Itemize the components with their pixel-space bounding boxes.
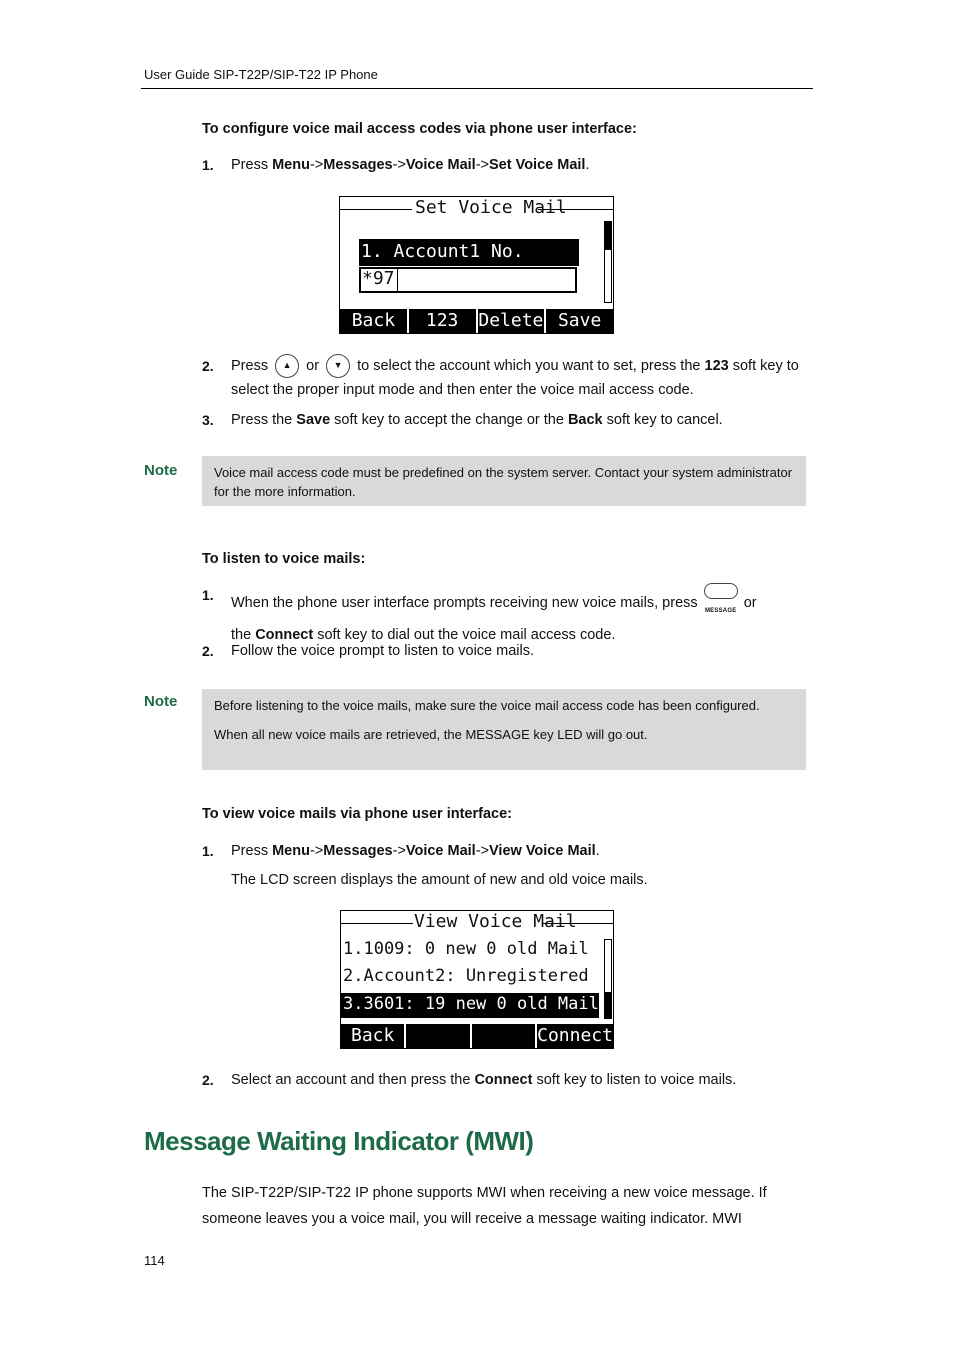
softkey-save: Save [557,310,602,331]
lcd-view-voice-mail [340,910,614,1049]
message-key-icon: MESSAGE [704,583,738,623]
softkey-back: Back [341,1024,406,1048]
section-title-mwi: Message Waiting Indicator (MWI) [144,1126,534,1156]
softkey-empty [406,1024,471,1048]
section-heading-view: To view voice mails via phone user interface: [202,806,512,822]
step-2-listen: 2. Follow the voice prompt to listen to voice mails. [202,643,535,659]
lcd-scrollbar [604,221,612,303]
lcd-row-selected: 3.3601: 19 new 0 old Mail [343,994,599,1014]
lcd-row: 1.1009: 0 new 0 old Mail [343,939,589,959]
note-box [202,689,806,770]
note-line: When all new voice mails are retrieved, the MESSAGE key LED will go out. [214,727,648,742]
note-label: Note [144,693,178,710]
up-arrow-key-icon: ▲ [275,354,299,378]
down-arrow-key-icon: ▼ [326,354,350,378]
softkey-123: 123 [409,309,478,333]
lcd-field-label: 1. Account1 No. [361,241,524,262]
lcd-softkeys [340,309,613,333]
step-3-configure: 3. Press the Save soft key to accept the change or the Back soft key to cancel. [202,412,723,428]
lcd-field-value: *97 [362,268,395,289]
softkey-empty [472,1024,537,1048]
step-2-view: 2. Select an account and then press the Connect soft key to listen to voice mails. [202,1072,737,1088]
header-rule [141,88,813,89]
lcd-title: View Voice Mail [414,911,577,932]
softkey-connect: Connect [537,1025,613,1046]
step-1-view: 1. Press Menu->Messages->Voice Mail->View Voice Mail. The LCD screen displays the amount of new and old voice mails. [202,843,648,888]
section-heading-listen: To listen to voice mails: [202,551,366,567]
lcd-set-voice-mail [339,196,614,334]
softkey-delete: Delete [478,309,547,333]
mwi-paragraph: The SIP-T22P/SIP-T22 IP phone supports MWI when receiving a new voice message. If someone leaves you a voice mail, you will receive a message waiting indicator. MWI [202,1185,767,1227]
lcd-title: Set Voice Mail [415,197,567,218]
section-heading-configure: To configure voice mail access codes via phone user interface: [202,121,637,137]
step-1-configure: 1. Press Menu->Messages->Voice Mail->Set Voice Mail. [202,157,590,173]
lcd-scrollbar [604,939,612,1019]
step-1-listen: 1. When the phone user interface prompts receiving new voice mails, press MESSAGE or the Connect soft key to dial out the voice mail access code. [0,583,954,633]
step-2-configure: 2. Press ▲ or ▼ to select the account which you want to set, press the 123 soft key to select the proper input mode and then enter the voice mail access code. [0,354,954,404]
lcd-softkeys [341,1024,613,1048]
text-cursor [397,269,398,291]
note-line: Before listening to the voice mails, make sure the voice mail access code has been configured. [214,698,760,713]
softkey-back: Back [340,309,409,333]
note-label: Note [144,462,178,479]
page-number: 114 [144,1253,165,1268]
lcd-row: 2.Account2: Unregistered [343,966,589,986]
page-header: User Guide SIP-T22P/SIP-T22 IP Phone [144,67,378,82]
note-box: Voice mail access code must be predefined on the system server. Contact your system administrator for the more information. [202,456,806,506]
